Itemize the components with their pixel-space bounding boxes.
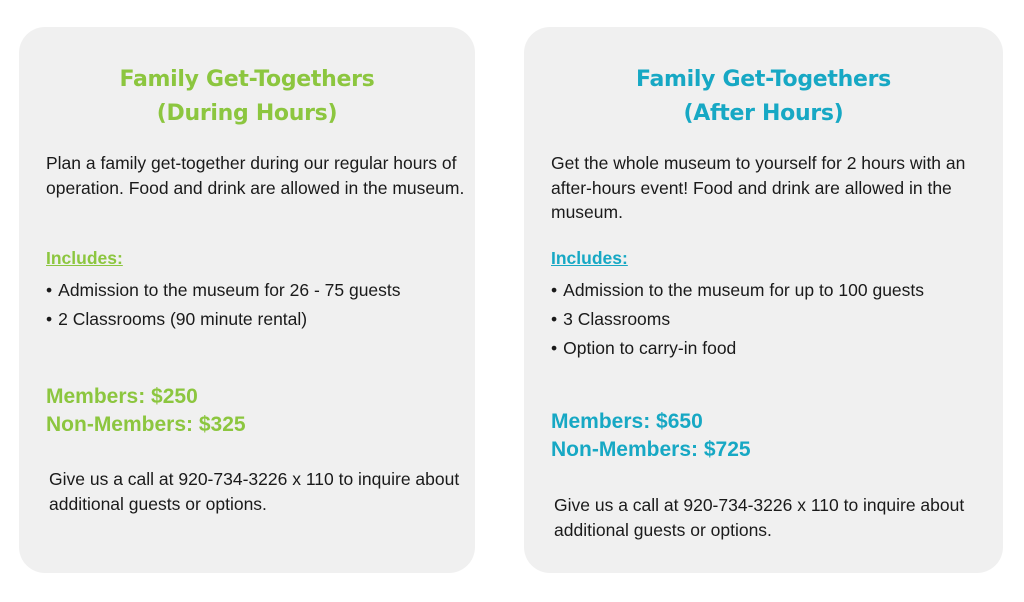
non-members-price: Non-Members: $725 <box>551 438 751 461</box>
pricing <box>551 408 751 464</box>
card-title-line2: (During Hours) <box>156 101 338 126</box>
card-title-line1: Family Get-Togethers <box>636 67 891 92</box>
members-price: Members: $650 <box>551 410 703 433</box>
card-description: Plan a family get-together during our regular hours of operation. Food and drink are allowed in the museum. <box>46 153 465 198</box>
during-hours-card <box>19 27 475 573</box>
contact-text: Give us a call at 920-734-3226 x 110 to inquire about additional guests or options. <box>554 495 965 540</box>
card-title <box>19 63 475 131</box>
members-price: Members: $250 <box>46 385 198 408</box>
card-title-line2: (After Hours) <box>683 101 844 126</box>
includes-list <box>46 276 401 334</box>
includes-list <box>551 276 924 363</box>
card-description: Get the whole museum to yourself for 2 hours with an after-hours event! Food and drink are allowed in the museum. <box>551 153 966 222</box>
list-item: • Admission to the museum for up to 100 guests <box>551 276 924 305</box>
list-item: • 2 Classrooms (90 minute rental) <box>46 305 401 334</box>
card-title-line1: Family Get-Togethers <box>119 67 375 92</box>
list-item: • 3 Classrooms <box>551 305 924 334</box>
card-title <box>524 63 1003 131</box>
includes-label: Includes: <box>46 248 123 268</box>
contact-text: Give us a call at 920-734-3226 x 110 to inquire about additional guests or options. <box>49 469 460 514</box>
includes-label: Includes: <box>551 248 628 268</box>
after-hours-card <box>524 27 1003 573</box>
pricing <box>46 383 246 439</box>
list-item: • Admission to the museum for 26 - 75 guests <box>46 276 401 305</box>
non-members-price: Non-Members: $325 <box>46 413 246 436</box>
list-item: • Option to carry-in food <box>551 334 924 363</box>
